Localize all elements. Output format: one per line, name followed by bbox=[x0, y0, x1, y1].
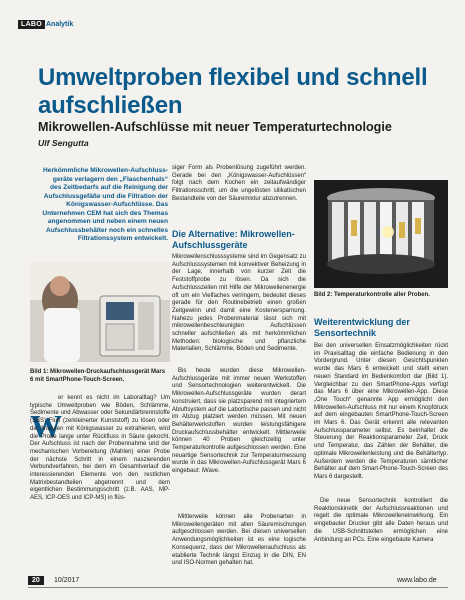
section-label: Analytik bbox=[46, 21, 74, 28]
sample-rotor-photo bbox=[314, 180, 448, 288]
column3-paragraph2: Die neue Sensortechnik kontrolliert die Reaktionskinetik der Aufschlussreaktionen und regelt die optimale Mikrowelleneinwirkung. Ein eingebauter Drucker gibt alle Daten heraus und die USB-Schnittstellen ermöglichen eine Anbindung an PCs. Eine eingebaute Kamera bbox=[314, 498, 448, 543]
footer-divider bbox=[28, 587, 448, 588]
column2-heading: Die Alternative: Mikrowellen-Aufschlussgeräte bbox=[172, 229, 295, 250]
website-link[interactable]: www.labo.de bbox=[397, 577, 437, 584]
page-number: 20 bbox=[28, 576, 44, 585]
column3-heading: Weiterentwicklung der Sensortechnik bbox=[314, 317, 410, 338]
figure1-caption: Bild 1: Mikrowellen-Druckaufschlussgerät Mars 6 mit SmartPhone-Touch-Screen. bbox=[30, 369, 166, 383]
column3-paragraph1: Bei den universellen Einsatzmöglichkeiten rückt im Praxisalltag die einfache Bedienung in den Vordergrund. Unter diesen Gesichtspunkten wurde das Mars 6 entwickelt und stellt einen neuen Standard im Bedienkomfort dar (Bild 1). Vergleichbar zu den SmartPhone-Apps verfügt das Mars 6 über eine Mikrowellen-App. Diese „One Touch“ genannte App ermöglicht den Mikrowellen-Aufschluss mit nur einem Knopfdruck auf dem eingebauten SmartPhone-Touch-Screen im Mars 6. Das Gerät erkennt alle relevanten Aufschlussparameter selbst. Es beinhaltet die Steuerung der Reaktionsparameter Zeit, Druck und Temperatur, das Zählen der Behälter, die optimale Mikrowellenleistung und die Behältertyp. Außerdem werden die Temperaturen sämtlicher Behälter auf dem Smart-Phone-Touch-Screen des Mars 6 dargestellt. bbox=[314, 343, 448, 480]
issue-number: 10/2017 bbox=[54, 577, 80, 584]
brand-logo: LABO bbox=[18, 20, 45, 29]
lab-photo-illustration bbox=[30, 262, 170, 362]
author: Ulf Sengutta bbox=[38, 138, 89, 148]
rotor-illustration bbox=[314, 180, 448, 288]
column2-paragraph3: Mittlerweile können alle Probenarten in Mikrowellengeräten mit allen Säuremischungen aufgeschlossen werden. Bei diesen universellen Anwendungsmöglichkeiten ist es eine logische Konsequenz, dass der Mikrowellenaufschluss als etablierte Technik längst Einzug in die DIN, EN und ISO-Normen gehalten hat. bbox=[172, 514, 306, 567]
article-title: Umweltproben flexibel und schnell aufschließen bbox=[38, 64, 428, 119]
figure2-caption: Bild 2: Temperaturkontrolle aller Proben. bbox=[314, 292, 430, 298]
drop-cap: W bbox=[30, 408, 62, 444]
column2-paragraph1: Mikrowellenschlusssysteme sind im Gegensatz zu Aufschlusssystemen mit konvektiver Beheizung in der Lage, innerhalb von kurzer Zeit die Feststoffprobe zu lösen. Da sich die Aufschlusszeiten mit Hilfe der Mikrowellenenergie oft um ein Vielfaches verringern, bedeutet dieses gerade für den Routinebetrieb einen großen Zeitgewinn und damit eine Kostenersparnung. Nahezu jedes Probenmaterial lässt sich mit mikrowellenbeschleunigten Aufschlüssen schneller aufschließen als mit herkömmlichen Methoden: biologische und pflanzliche Materialien, Schlämme, Böden und Sedimente. bbox=[172, 254, 306, 353]
lab-photo-mars6 bbox=[30, 262, 170, 362]
lead-paragraph: Herkömmliche Mikrowellen-Aufschlussgeräte verlagern den „Flaschenhals“ des Zeitbedarfs auf die Reinigung der Aufschlussgefäße und die Filtration der Königswasser-Aufschlüsse. Das Unternehmen CEM hat sich des Themas angenommen und neben einem neuen Aufschlussbehälter noch ein schnelles Filtrationssystem entwickelt. bbox=[42, 167, 168, 242]
article-subtitle: Mikrowellen-Aufschlüsse mit neuer Temperaturtechnologie bbox=[38, 120, 392, 134]
column2-intro: siger Form als Probenlösung zugeführt werden. Gerade bei den „Königswasser-Aufschlüssen“ folgt nach dem Kochen ein zeitaufwändiger Filtrationsschritt, um die ungelösten silikatischen Bestandteile von der Säuremixtur abzutrennen. bbox=[172, 165, 306, 202]
column2-paragraph2: Bis heute wurden diese Mikrowellen-Aufschlussgeräte mit immer neuen Werkstoffen und Sensortechnologien weiterentwickelt. Die Mikrowellen-Aufschlussgeräte wurden derart konstruiert, dass sie platzsparend mit integriertem Abluftsystem auf die Labortische passen und nicht im Abzug platziert werden müssen. Mit neuen Behälterwerkstoffen wurden leistungsfähigere Druckaufschlussbehälter entwickelt. Mittlerweile können 40 Proben gleichzeitig unter Temperaturkontrolle aufgeschlossen werden. Eine neuartige Sensortechnik zur Temperaturmessung wurde in das Mikrowellen-Aufschlussgerät Mars 6 eingebaut: iWave. bbox=[172, 368, 306, 475]
column1-text: er kennt es nicht im Laboralltag? Um typische Umweltproben wie Böden, Schlämme, Sedimente und Abwasser oder Sekundärbrennstoffe (SBS) Fluff (zerkleinerter Kunststoff) zu lösen oder die Analyten mit Königswasser zu extrahieren, wird die Probe lange unter Rückfluss in Säure gekocht. Der Aufschluss ist nach der Probennahme und der mechanischen Vorbereitung (Mahlen) einer Probe der nächste Schritt in einem naszierenden Verbundverfahren, bei dem im Gesamtverlauf die interessierenden Elemente von den restlichen Matrixbestandteilen abgetrennt und dem eigentlichen Bestimmungsschritt (z.B. AAS, MP-AES, ICP-OES und ICP-MS) in flüs- bbox=[30, 395, 170, 502]
header-bar bbox=[18, 20, 448, 32]
